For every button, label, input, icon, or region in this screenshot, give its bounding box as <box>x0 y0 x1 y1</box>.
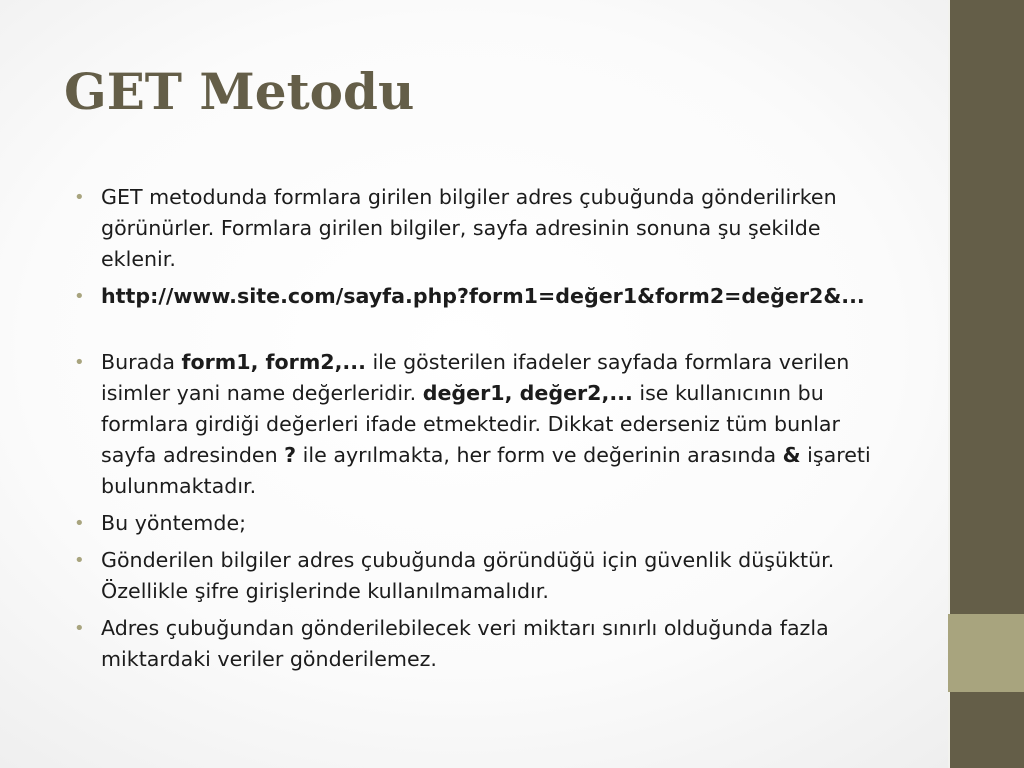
bullet-icon: • <box>74 513 85 534</box>
item-text: Gönderilen bilgiler adres çubuğunda göründüğü için güvenlik düşüktür. Özellikle şifre girişlerinde kullanılmamalıdır. <box>101 548 835 603</box>
bold-segment: form1, form2,... <box>181 350 366 374</box>
item-text: Adres çubuğundan gönderilebilecek veri miktarı sınırlı olduğunda fazla miktardaki veriler gönderilemez. <box>101 616 829 671</box>
list-item <box>74 347 889 502</box>
bold-segment: & <box>782 443 801 467</box>
sidebar-accent-block <box>948 614 1024 692</box>
list-item <box>74 545 889 607</box>
bullet-icon: • <box>74 286 85 307</box>
bullet-list <box>74 182 889 681</box>
text-segment: ise kullanıcının bu formlara girdiği değerleri ifade etmektedir. Dikkat ederseniz tüm bunlar sayfa adresinden <box>101 381 841 467</box>
bullet-icon: • <box>74 187 85 208</box>
item-text: GET metodunda formlara girilen bilgiler adres çubuğunda gönderilirken görünürler. Formlara girilen bilgiler, sayfa adresinin sonuna şu şekilde eklenir. <box>101 185 837 271</box>
decorative-sidebar <box>948 0 1024 768</box>
bullet-icon: • <box>74 618 85 639</box>
item-text: Bu yöntemde; <box>101 511 247 535</box>
text-segment: ile ayrılmakta, her form ve değerinin arasında <box>296 443 783 467</box>
bold-segment: ? <box>284 443 297 467</box>
list-item <box>74 613 889 675</box>
text-segment: işareti bulunmaktadır. <box>101 443 871 498</box>
example-url: http://www.site.com/sayfa.php?form1=değer1&form2=değer2&... <box>101 284 865 308</box>
list-item <box>74 182 889 275</box>
bold-segment: değer1, değer2,... <box>422 381 633 405</box>
bullet-icon: • <box>74 550 85 571</box>
list-item <box>74 281 889 312</box>
slide-title: GET Metodu <box>64 62 415 121</box>
list-item <box>74 508 889 539</box>
text-segment: ile gösterilen ifadeler sayfada formlara verilen isimler yani name değerleridir. <box>101 350 850 405</box>
text-segment: Burada <box>101 350 182 374</box>
bullet-icon: • <box>74 352 85 373</box>
